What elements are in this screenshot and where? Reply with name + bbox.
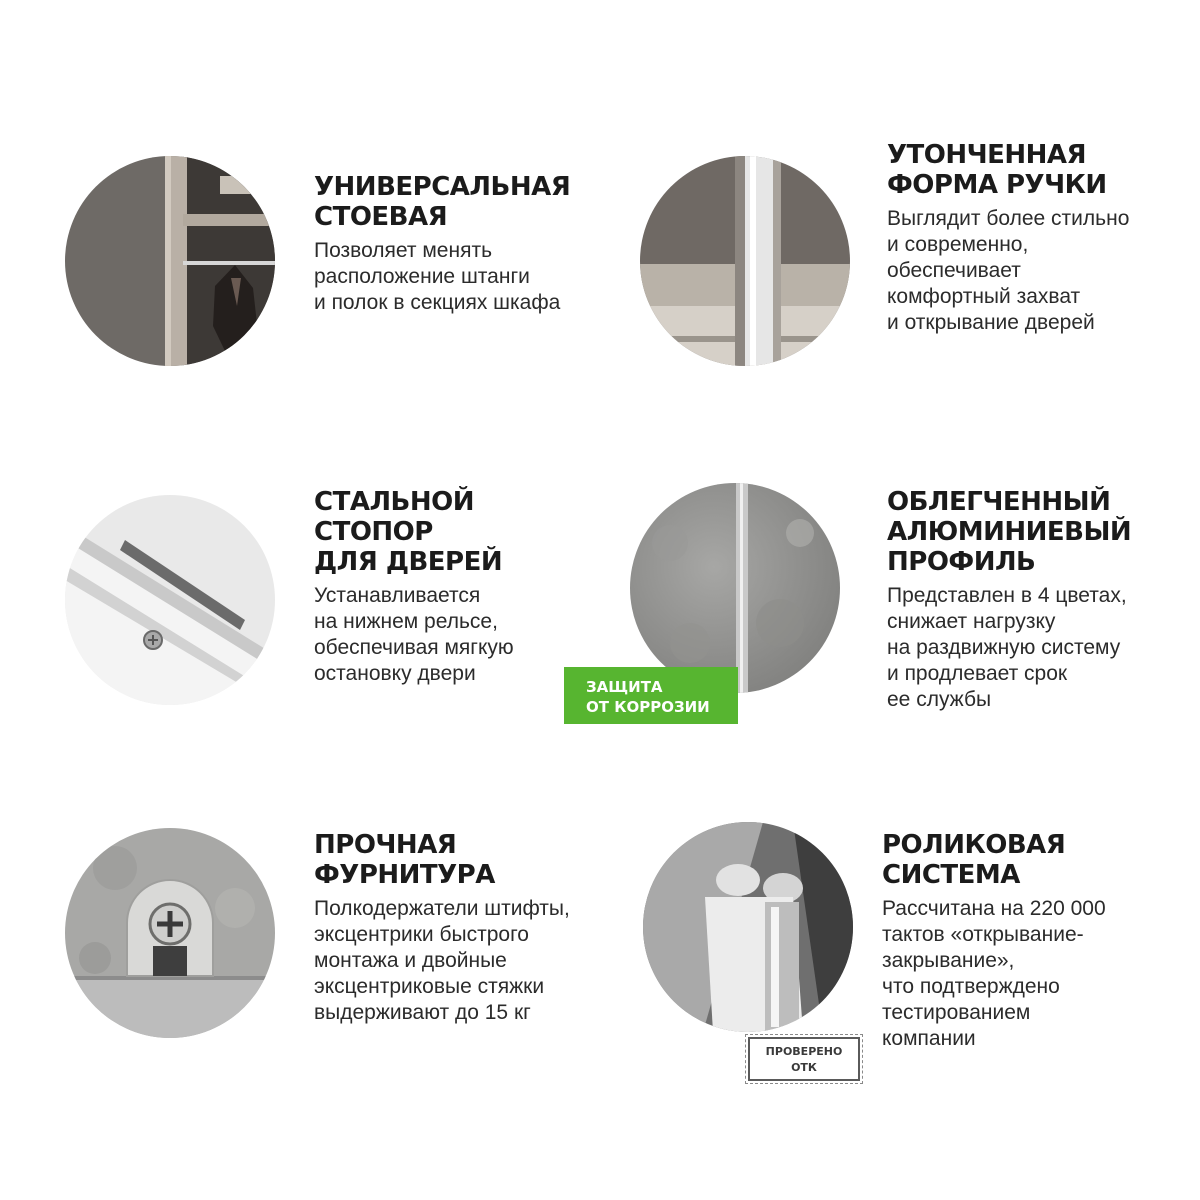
feature-description: Полкодержатели штифты, эксцентрики быстрого монтажа и двойные эксцентриковые стяжки выдерживают до 15 кг: [314, 897, 570, 1024]
feature-title: ОБЛЕГЧЕННЫЙ АЛЮМИНИЕВЫЙ ПРОФИЛЬ: [887, 487, 1132, 577]
aluminum-profile-icon: [630, 483, 840, 693]
roller-system-icon: [643, 822, 853, 1032]
feature-title: СТАЛЬНОЙ СТОПОР ДЛЯ ДВЕРЕЙ: [314, 487, 503, 577]
shelf-holder-icon: [65, 828, 275, 1038]
feature-title: УНИВЕРСАЛЬНАЯ СТОЕВАЯ: [314, 172, 571, 232]
wardrobe-rod-icon: [65, 156, 275, 366]
feature-title: РОЛИКОВАЯ СИСТЕМА: [882, 830, 1066, 890]
feature-description: Устанавливается на нижнем рельсе, обеспечивая мягкую остановку двери: [314, 584, 514, 685]
steel-stopper-icon: [65, 495, 275, 705]
feature-title: ПРОЧНАЯ ФУРНИТУРА: [314, 830, 495, 890]
feature-title: УТОНЧЕННАЯ ФОРМА РУЧКИ: [887, 140, 1107, 200]
feature-description: Выглядит более стильно и современно, обеспечивает комфортный захват и открывание дверей: [887, 207, 1130, 334]
corrosion-protection-badge: ЗАЩИТА ОТ КОРРОЗИИ: [564, 667, 738, 724]
feature-description: Рассчитана на 220 000 тактов «открывание- закрывание», что подтверждено тестированием компании: [882, 897, 1106, 1050]
feature-description: Позволяет менять расположение штанги и полок в секциях шкафа: [314, 239, 561, 314]
quality-control-stamp: ПРОВЕРЕНО ОТК: [748, 1037, 860, 1081]
feature-description: Представлен в 4 цветах, снижает нагрузку на раздвижную систему и продлевает срок ее службы: [887, 584, 1127, 711]
door-handle-icon: [640, 156, 850, 366]
